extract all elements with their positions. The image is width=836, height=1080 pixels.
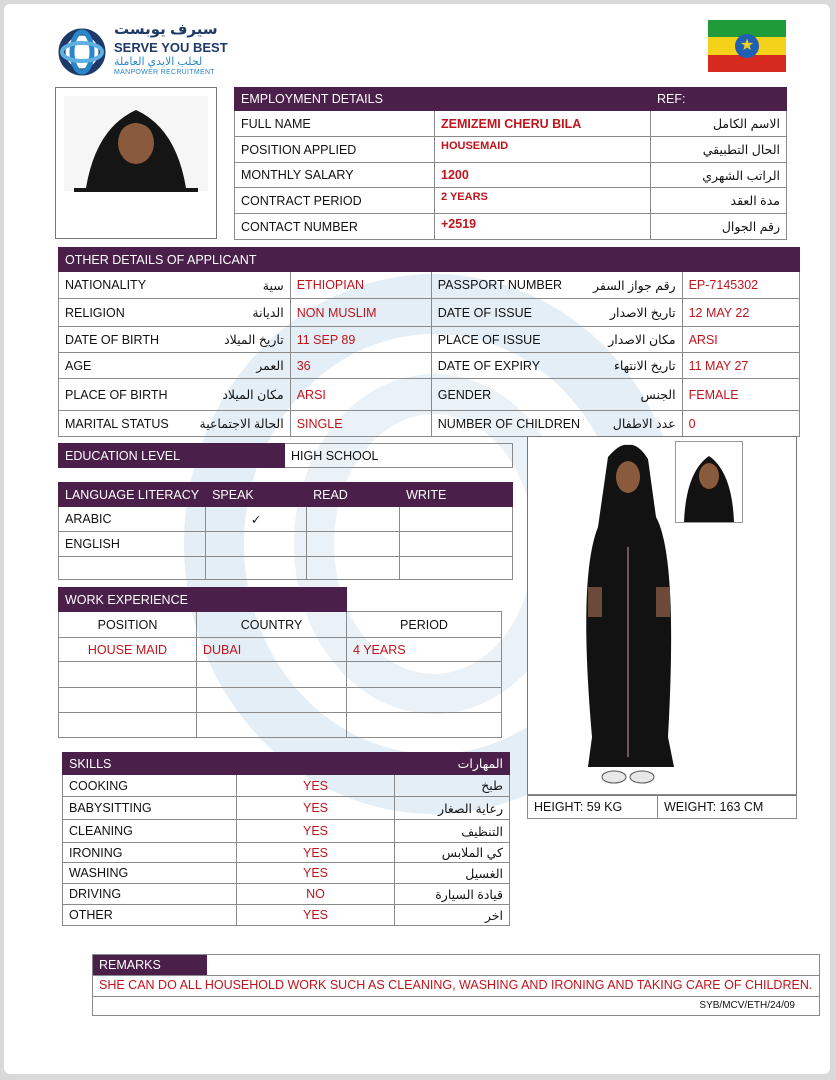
remarks-title: REMARKS (93, 955, 207, 975)
employment-details-title: EMPLOYMENT DETAILS (235, 88, 651, 111)
religion-arabic: الديانة (194, 299, 291, 327)
education-level-value: HIGH SCHOOL (285, 444, 513, 468)
nationality-label: NATIONALITY (59, 272, 194, 299)
skill-arabic: اخر (395, 905, 510, 926)
skill-value: YES (237, 797, 395, 820)
logo-arabic-name: سيرف يوبست (114, 21, 218, 38)
table-row (59, 353, 800, 379)
measurements-table (527, 794, 797, 819)
language-literacy-header: LANGUAGE LITERACY (59, 483, 206, 507)
place-of-birth-label: PLACE OF BIRTH (59, 379, 194, 411)
skills-title-arabic: المهارات (395, 753, 510, 775)
other-details-table (58, 247, 800, 437)
position-applied-label: POSITION APPLIED (235, 137, 435, 163)
age-arabic: العمر (194, 353, 291, 379)
table-row (59, 299, 800, 327)
number-of-children-label: NUMBER OF CHILDREN (431, 411, 586, 437)
work-period: 4 YEARS (347, 638, 502, 662)
passport-number-label: PASSPORT NUMBER (431, 272, 586, 299)
date-of-issue-label: DATE OF ISSUE (431, 299, 586, 327)
applicant-photo-small (675, 441, 743, 523)
date-of-expiry-value: 11 MAY 27 (682, 353, 799, 379)
skills-title: SKILLS (63, 753, 395, 775)
position-applied-value: HOUSEMAID (435, 137, 651, 163)
speak-header: SPEAK (206, 483, 307, 507)
other-details-title: OTHER DETAILS OF APPLICANT (59, 248, 432, 272)
monthly-salary-value: 1200 (435, 163, 651, 188)
gender-value: FEMALE (682, 379, 799, 411)
table-row (59, 638, 502, 662)
language-name: ARABIC (59, 507, 206, 532)
read-cell (307, 532, 400, 557)
place-of-birth-value: ARSI (290, 379, 431, 411)
write-cell (400, 507, 513, 532)
footer-code: SYB/MCV/ETH/24/09 (699, 1000, 795, 1011)
skill-name: CLEANING (63, 820, 237, 843)
table-row (63, 843, 510, 863)
date-of-expiry-label: DATE OF EXPIRY (431, 353, 586, 379)
full-name-label: FULL NAME (235, 111, 435, 137)
table-row (59, 327, 800, 353)
table-row (63, 884, 510, 905)
skill-value: YES (237, 843, 395, 863)
skill-arabic: الغسيل (395, 863, 510, 884)
marital-status-arabic: الحالة الاجتماعية (194, 411, 291, 437)
logo-english-name: SERVE YOU BEST (114, 40, 228, 55)
table-row (59, 507, 513, 532)
table-row (59, 713, 502, 738)
skill-arabic: التنظيف (395, 820, 510, 843)
logo-mark-icon (58, 22, 110, 80)
contact-number-label: CONTACT NUMBER (235, 214, 435, 240)
nationality-value: ETHIOPIAN (290, 272, 431, 299)
logo-subtitle: MANPOWER RECRUITMENT (114, 69, 215, 76)
skill-value: NO (237, 884, 395, 905)
skill-name: BABYSITTING (63, 797, 237, 820)
write-cell (400, 532, 513, 557)
table-row (59, 662, 502, 688)
full-name-arabic: الاسم الكامل (651, 111, 787, 137)
skill-value: YES (237, 863, 395, 884)
company-logo (58, 20, 228, 82)
religion-value: NON MUSLIM (290, 299, 431, 327)
table-row (63, 863, 510, 884)
contract-period-arabic: مدة العقد (651, 188, 787, 214)
country-header: COUNTRY (197, 612, 347, 638)
skill-name: IRONING (63, 843, 237, 863)
date-of-birth-value: 11 SEP 89 (290, 327, 431, 353)
weight-value: WEIGHT: 163 CM (658, 795, 797, 819)
marital-status-value: SINGLE (290, 411, 431, 437)
date-of-issue-arabic: تاريخ الاصدار (586, 299, 682, 327)
date-of-expiry-arabic: تاريخ الانتهاء (586, 353, 682, 379)
skills-table (62, 752, 510, 926)
speak-cell (206, 532, 307, 557)
table-row (59, 557, 513, 580)
marital-status-label: MARITAL STATUS (59, 411, 194, 437)
religion-label: RELIGION (59, 299, 194, 327)
table-row (59, 379, 800, 411)
table-row (59, 688, 502, 713)
passport-number-value: EP-7145302 (682, 272, 799, 299)
skill-name: OTHER (63, 905, 237, 926)
age-value: 36 (290, 353, 431, 379)
date-of-birth-arabic: تاريخ الميلاد (194, 327, 291, 353)
read-cell (307, 507, 400, 532)
skill-value: YES (237, 775, 395, 797)
table-row (59, 272, 800, 299)
date-of-birth-label: DATE OF BIRTH (59, 327, 194, 353)
gender-arabic: الجنس (586, 379, 682, 411)
passport-number-arabic: رقم جواز السفر (586, 272, 682, 299)
skill-arabic: كي الملابس (395, 843, 510, 863)
place-of-issue-value: ARSI (682, 327, 799, 353)
remarks-box (92, 954, 820, 1016)
full-body-photo (527, 436, 797, 796)
table-row (59, 532, 513, 557)
position-applied-arabic: الحال التطبيقي (651, 137, 787, 163)
skill-name: DRIVING (63, 884, 237, 905)
contact-number-value: +2519 (435, 214, 651, 240)
contact-number-arabic: رقم الجوال (651, 214, 787, 240)
monthly-salary-label: MONTHLY SALARY (235, 163, 435, 188)
date-of-issue-value: 12 MAY 22 (682, 299, 799, 327)
education-level-label: EDUCATION LEVEL (59, 444, 285, 468)
gender-label: GENDER (431, 379, 586, 411)
ref-label: REF: (651, 88, 787, 111)
skill-arabic: طبخ (395, 775, 510, 797)
place-of-issue-arabic: مكان الاصدار (586, 327, 682, 353)
work-experience-table (58, 587, 502, 738)
table-row (63, 775, 510, 797)
table-row (59, 411, 800, 437)
nationality-arabic: سية (194, 272, 291, 299)
position-header: POSITION (59, 612, 197, 638)
employment-details-table (234, 87, 787, 240)
logo-arabic-sub: لجلب الايدي العاملة (114, 56, 203, 68)
language-name: ENGLISH (59, 532, 206, 557)
read-header: READ (307, 483, 400, 507)
full-name-value: ZEMIZEMI CHERU BILA (435, 111, 651, 137)
skill-arabic: قيادة السيارة (395, 884, 510, 905)
period-header: PERIOD (347, 612, 502, 638)
applicant-photo (55, 87, 217, 239)
monthly-salary-arabic: الراتب الشهري (651, 163, 787, 188)
skill-name: COOKING (63, 775, 237, 797)
contract-period-value: 2 YEARS (435, 188, 651, 214)
height-value: HEIGHT: 59 KG (528, 795, 658, 819)
skill-arabic: رعاية الصغار (395, 797, 510, 820)
remarks-text: SHE CAN DO ALL HOUSEHOLD WORK SUCH AS CLEANING, WASHING AND IRONING AND TAKING CARE OF CHILDREN. (99, 978, 813, 992)
cv-page (4, 4, 830, 1074)
skill-name: WASHING (63, 863, 237, 884)
contract-period-label: CONTRACT PERIOD (235, 188, 435, 214)
education-table (58, 443, 513, 468)
number-of-children-arabic: عدد الاطفال (586, 411, 682, 437)
skill-value: YES (237, 905, 395, 926)
ethiopia-flag-icon: ★ (708, 20, 786, 72)
place-of-issue-label: PLACE OF ISSUE (431, 327, 586, 353)
age-label: AGE (59, 353, 194, 379)
work-position: HOUSE MAID (59, 638, 197, 662)
number-of-children-value: 0 (682, 411, 799, 437)
table-row (63, 820, 510, 843)
skill-value: YES (237, 820, 395, 843)
work-experience-title: WORK EXPERIENCE (59, 588, 347, 612)
write-header: WRITE (400, 483, 513, 507)
language-table (58, 482, 513, 580)
place-of-birth-arabic: مكان الميلاد (194, 379, 291, 411)
table-row (63, 905, 510, 926)
speak-check-icon: ✓ (206, 507, 307, 532)
table-row (63, 797, 510, 820)
work-country: DUBAI (197, 638, 347, 662)
